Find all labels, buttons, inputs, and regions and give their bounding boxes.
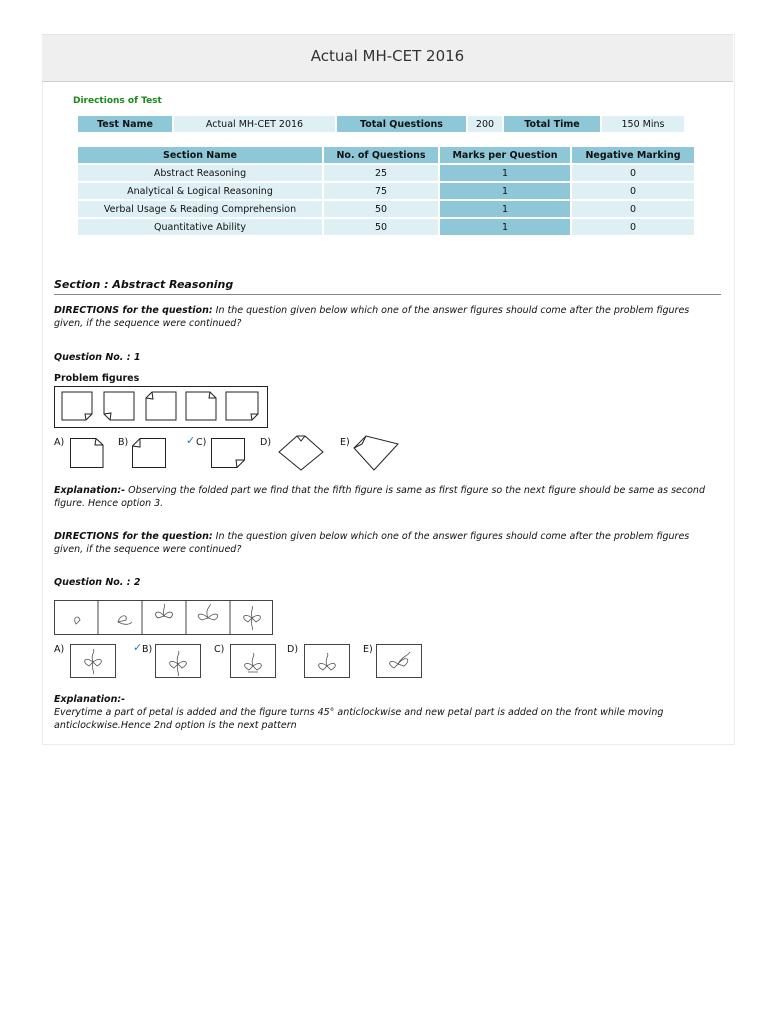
marks-per-question: 1: [440, 165, 570, 181]
q2-directions: [54, 530, 719, 556]
section-name: Quantitative Ability: [78, 219, 322, 235]
q1-option-b-label[interactable]: B): [118, 437, 129, 448]
no-of-questions: 50: [324, 201, 438, 217]
marks-per-question: 1: [440, 219, 570, 235]
q1-problem-figure-3: [146, 392, 176, 420]
q2-explanation-label: Explanation:-: [54, 694, 126, 705]
q2-option-b-label[interactable]: B): [142, 644, 153, 655]
test-name-value: Actual MH-CET 2016: [174, 116, 335, 132]
section-name: Abstract Reasoning: [78, 165, 322, 181]
q2-option-c-label[interactable]: C): [214, 644, 225, 655]
q1-option-c-label[interactable]: C): [196, 437, 207, 448]
table-row: [78, 165, 694, 181]
total-time-label: Total Time: [504, 116, 600, 132]
q1-problem-figures: [54, 386, 268, 428]
q2-option-d-figure[interactable]: [304, 644, 350, 678]
total-questions-value: 200: [468, 116, 502, 132]
q1-option-d-label[interactable]: D): [260, 437, 272, 448]
q1-directions: [54, 304, 719, 330]
q2-problem-figure-1: [75, 617, 80, 624]
negative-marking: 0: [572, 201, 694, 217]
page-title: Actual MH-CET 2016: [310, 47, 465, 65]
table-row: [78, 201, 694, 217]
section-divider: [54, 294, 721, 295]
q2-number: Question No. : 2: [54, 577, 141, 588]
q1-problem-figure-2: [104, 392, 134, 420]
q1-explanation-text: Observing the folded part we find that the fifth figure is same as first figure so the next figure should be same as second figure. Hence option 3.: [54, 485, 705, 509]
q1-option-a-label[interactable]: A): [54, 437, 65, 448]
sections-table: [76, 145, 696, 237]
table-row: [78, 219, 694, 235]
marks-per-question: 1: [440, 183, 570, 199]
negative-marking: 0: [572, 165, 694, 181]
no-of-questions: 25: [324, 165, 438, 181]
q1-option-d-figure[interactable]: [277, 434, 325, 472]
q1-problem-figure-1: [62, 392, 92, 420]
q1-explanation: [54, 484, 719, 510]
q1-problem-figure-5: [226, 392, 258, 420]
q2-problem-figure-3: [156, 604, 173, 618]
q2-explanation: [54, 693, 719, 732]
q1-option-e-figure[interactable]: [352, 434, 400, 472]
q2-option-a-figure[interactable]: [70, 644, 116, 678]
section-name: Verbal Usage & Reading Comprehension: [78, 201, 322, 217]
table-row: [78, 183, 694, 199]
no-of-questions: 75: [324, 183, 438, 199]
col-no-of-questions: No. of Questions: [324, 147, 438, 163]
page-header: [42, 34, 733, 82]
q2-explanation-text: Everytime a part of petal is added and the figure turns 45° anticlockwise and new petal part is added on the front while moving anticlockwise.Hence 2nd option is the next pattern: [54, 707, 664, 731]
section-title: Section : Abstract Reasoning: [54, 278, 234, 291]
negative-marking: 0: [572, 183, 694, 199]
q1-option-b-figure[interactable]: [132, 438, 166, 468]
q2-option-b-figure[interactable]: [155, 644, 201, 678]
q1-number: Question No. : 1: [54, 352, 141, 363]
col-negative-marking: Negative Marking: [572, 147, 694, 163]
directions-of-test-title: Directions of Test: [73, 96, 162, 106]
q1-option-c-figure[interactable]: [211, 438, 245, 468]
q1-explanation-label: Explanation:-: [54, 485, 126, 496]
q2-problem-figure-4: [198, 604, 218, 620]
total-time-value: 150 Mins: [602, 116, 684, 132]
q2-option-d-label[interactable]: D): [287, 644, 299, 655]
q2-option-a-label[interactable]: A): [54, 644, 65, 655]
q1-correct-check-icon: ✓: [186, 434, 196, 447]
q1-option-e-label[interactable]: E): [340, 437, 350, 448]
q2-problem-figure-5: [244, 606, 261, 630]
marks-per-question: 1: [440, 201, 570, 217]
col-marks-per-question: Marks per Question: [440, 147, 570, 163]
q2-problem-figure-2: [118, 616, 132, 625]
sections-table-header: [78, 147, 694, 163]
q1-problem-figures-label: Problem figures: [54, 373, 140, 384]
total-questions-label: Total Questions: [337, 116, 466, 132]
section-name: Analytical & Logical Reasoning: [78, 183, 322, 199]
q2-option-e-figure[interactable]: [376, 644, 422, 678]
q2-directions-text: In the question given below which one of the answer figures should come after the problem figures given, if the sequence were continued?: [54, 531, 690, 555]
test-summary-table: [76, 114, 686, 134]
col-section-name: Section Name: [78, 147, 322, 163]
q2-problem-figures: [54, 600, 274, 636]
q2-option-c-figure[interactable]: [230, 644, 276, 678]
q1-problem-figure-4: [186, 392, 216, 420]
negative-marking: 0: [572, 219, 694, 235]
q1-directions-text: In the question given below which one of the answer figures should come after the problem figures given, if the sequence were continued?: [54, 305, 690, 329]
q1-directions-label: DIRECTIONS for the question:: [54, 305, 213, 316]
q2-directions-label: DIRECTIONS for the question:: [54, 531, 213, 542]
q1-option-a-figure[interactable]: [70, 438, 104, 468]
q2-correct-check-icon: ✓: [133, 641, 143, 654]
no-of-questions: 50: [324, 219, 438, 235]
q2-option-e-label[interactable]: E): [363, 644, 373, 655]
test-name-label: Test Name: [78, 116, 172, 132]
